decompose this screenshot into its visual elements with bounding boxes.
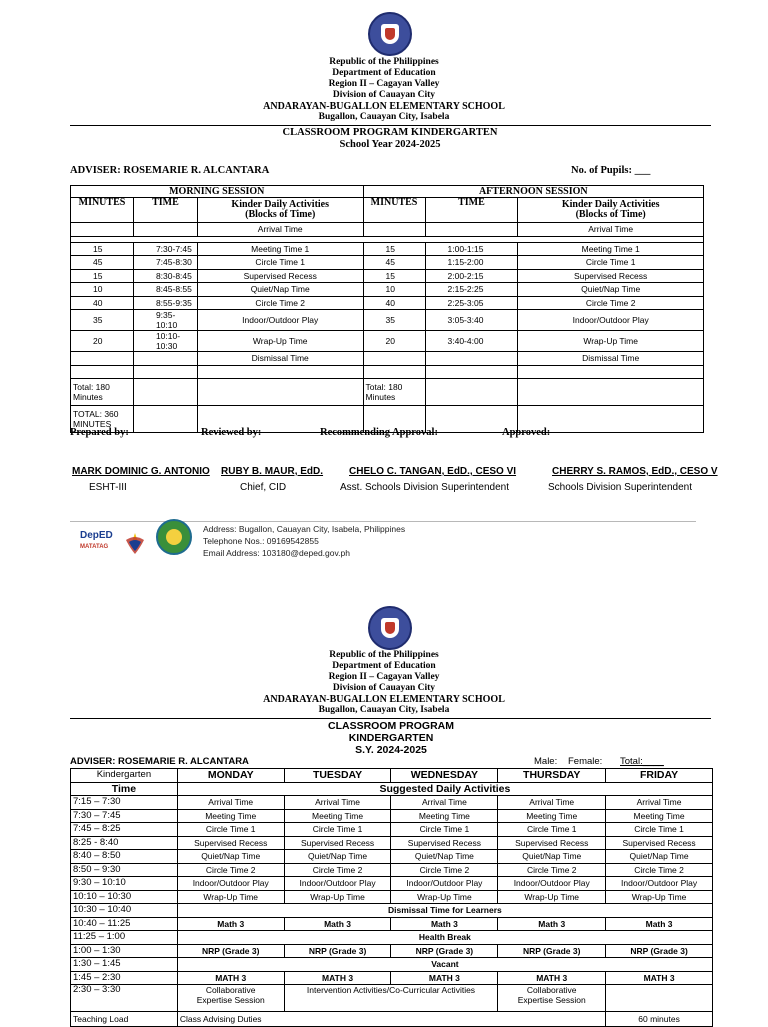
col-activity-am [197, 198, 363, 223]
collab-mon-line1: Collaborative [205, 985, 256, 995]
daily-activity-mon: Arrival Time [177, 796, 284, 810]
total-pm-line2: Minutes [365, 392, 396, 402]
suggested-activities-header: Suggested Daily Activities [177, 782, 712, 796]
am-activity: Circle Time 2 [197, 296, 363, 310]
row-145-tue: MATH 3 [284, 971, 391, 985]
header-division: Division of Cauayan City [332, 90, 436, 100]
row-100-fri: NRP (Grade 3) [606, 944, 713, 958]
am-time: 9:35-10:10 [133, 310, 197, 331]
collab-thu-line2: Expertise Session [517, 995, 586, 1005]
daily-activity-mon: Circle Time 2 [177, 863, 284, 877]
daily-activity-tue: Circle Time 2 [284, 863, 391, 877]
session-row [71, 242, 704, 256]
daily-activity-thu: Arrival Time [498, 796, 606, 810]
recommending-label: Recommending Approval: [320, 427, 438, 438]
signatory-3-position: Asst. Schools Division Superintendent [340, 482, 509, 493]
header-division-2: Division of Cauayan City [332, 683, 436, 693]
am-time: 8:45-8:55 [133, 283, 197, 297]
signatory-1-name: MARK DOMINIC G. ANTONIO [72, 466, 210, 477]
pm-time: 2:25-3:05 [425, 296, 518, 310]
total-day-line2: MINUTES [73, 419, 112, 429]
page2-title-line2: KINDERGARTEN [348, 732, 434, 744]
pm-activity: Quiet/Nap Time [518, 283, 704, 297]
daily-activity-thu: Indoor/Outdoor Play [498, 877, 606, 891]
row-145-thu: MATH 3 [498, 971, 606, 985]
daily-activity-thu: Meeting Time [498, 809, 606, 823]
school-seal-icon [156, 519, 192, 555]
row-230-time: 2:30 – 3:30 [71, 985, 178, 1012]
row-1040-thu: Math 3 [498, 917, 606, 931]
teaching-load-label: Teaching Load [71, 1012, 178, 1027]
daily-row-time: 8:40 – 8:50 [71, 850, 178, 864]
sixty-minutes: 60 minutes [606, 1012, 713, 1027]
daily-row [71, 809, 713, 823]
total-pm [363, 379, 425, 406]
am-activity: Quiet/Nap Time [197, 283, 363, 297]
row-100-wed: NRP (Grade 3) [391, 944, 498, 958]
daily-row [71, 850, 713, 864]
pm-minutes: 40 [363, 296, 425, 310]
row-100-time: 1:00 – 1:30 [71, 944, 178, 958]
am-time: 8:55-9:35 [133, 296, 197, 310]
daily-activity-fri: Quiet/Nap Time [606, 850, 713, 864]
pm-activity: Circle Time 1 [518, 256, 704, 270]
pm-minutes: 15 [363, 269, 425, 283]
row-145-mon: MATH 3 [177, 971, 284, 985]
am-activity: Circle Time 1 [197, 256, 363, 270]
header-republic: Republic of the Philippines [329, 57, 439, 67]
row-130-activity: Vacant [177, 958, 712, 972]
daily-activity-wed: Wrap-Up Time [391, 890, 498, 904]
total-day-line1: TOTAL: 360 [73, 409, 119, 419]
day-monday: MONDAY [177, 769, 284, 783]
total-label: Total:____ [620, 756, 664, 767]
row-145-wed: MATH 3 [391, 971, 498, 985]
daily-activity-thu: Quiet/Nap Time [498, 850, 606, 864]
row-1125-activity: Health Break [177, 931, 712, 945]
row-1040-mon: Math 3 [177, 917, 284, 931]
daily-activity-fri: Circle Time 1 [606, 823, 713, 837]
signatory-2-name: RUBY B. MAUR, EdD. [221, 466, 324, 477]
row-1125-time: 11:25 – 1:00 [71, 931, 178, 945]
daily-activity-mon: Supervised Recess [177, 836, 284, 850]
daily-row [71, 863, 713, 877]
footer-address: Address: Bugallon, Cauayan City, Isabela, Philippines [203, 524, 406, 534]
col-activity-am-line2: (Blocks of Time) [245, 209, 316, 220]
col-time: Time [71, 782, 178, 796]
page2-title-line3: S.Y. 2024-2025 [355, 744, 427, 756]
page2-adviser: ADVISER: ROSEMARIE R. ALCANTARA [70, 756, 249, 767]
day-tuesday: TUESDAY [284, 769, 391, 783]
reviewed-by-label: Reviewed by: [201, 427, 262, 438]
footer-phone: Telephone Nos.: 09169542855 [203, 536, 319, 546]
col-activity-pm-line1: Kinder Daily Activities [561, 199, 660, 210]
col-minutes-pm: MINUTES [363, 198, 425, 223]
female-label: Female: [568, 756, 603, 767]
bagong-pilipinas-logo-icon [120, 530, 150, 558]
signatory-1-position: ESHT-III [89, 482, 127, 493]
pm-minutes: 10 [363, 283, 425, 297]
col-time-am: TIME [133, 198, 197, 223]
footer-contact [203, 523, 405, 559]
daily-row-time: 7:45 – 8:25 [71, 823, 178, 837]
deped-seal-icon [368, 12, 412, 56]
page1-pupils: No. of Pupils: ___ [571, 165, 651, 176]
am-minutes: 40 [71, 296, 134, 310]
header-rule-2 [70, 718, 711, 719]
daily-activity-fri: Meeting Time [606, 809, 713, 823]
daily-activity-wed: Meeting Time [391, 809, 498, 823]
approved-label: Approved: [502, 427, 551, 438]
page1-adviser: ADVISER: ROSEMARIE R. ALCANTARA [70, 165, 270, 176]
am-activity: Supervised Recess [197, 269, 363, 283]
arrival-pm: Arrival Time [518, 223, 704, 237]
pm-time: 1:00-1:15 [425, 242, 518, 256]
morning-session-header: MORNING SESSION [71, 186, 364, 198]
pm-time: 3:05-3:40 [425, 310, 518, 331]
header-address-2: Bugallon, Cauayan City, Isabela [318, 705, 450, 715]
daily-activity-wed: Circle Time 2 [391, 863, 498, 877]
daily-activity-wed: Indoor/Outdoor Play [391, 877, 498, 891]
deped-matatag-logo-icon [80, 530, 114, 560]
pm-activity: Wrap-Up Time [518, 331, 704, 352]
daily-activity-wed: Circle Time 1 [391, 823, 498, 837]
daily-row [71, 796, 713, 810]
am-minutes: 20 [71, 331, 134, 352]
row-1040-time: 10:40 – 11:25 [71, 917, 178, 931]
signatory-3-name: CHELO C. TANGAN, EdD., CESO VI [349, 466, 517, 477]
deped-logo-text: DepED [80, 530, 113, 541]
row-145-fri: MATH 3 [606, 971, 713, 985]
header-rule [70, 125, 711, 126]
total-am-line2: Minutes [73, 392, 103, 402]
col-time-pm: TIME [425, 198, 518, 223]
daily-activity-tue: Quiet/Nap Time [284, 850, 391, 864]
header-school-2: ANDARAYAN-BUGALLON ELEMENTARY SCHOOL [263, 694, 505, 705]
am-time: 8:30-8:45 [133, 269, 197, 283]
header-department-2: Department of Education [332, 661, 436, 671]
pm-minutes: 45 [363, 256, 425, 270]
row-1030-time: 10:30 – 10:40 [71, 904, 178, 918]
daily-activity-thu: Circle Time 2 [498, 863, 606, 877]
daily-row-time: 7:30 – 7:45 [71, 809, 178, 823]
row-100-thu: NRP (Grade 3) [498, 944, 606, 958]
am-time: 7:45-8:30 [133, 256, 197, 270]
collab-thu-line1: Collaborative [526, 985, 577, 995]
col-kindergarten: Kindergarten [71, 769, 178, 783]
total-pm-line1: Total: 180 [365, 382, 403, 392]
row-230-fri [606, 985, 713, 1012]
daily-row [71, 836, 713, 850]
session-row [71, 256, 704, 270]
row-100-tue: NRP (Grade 3) [284, 944, 391, 958]
daily-activity-wed: Quiet/Nap Time [391, 850, 498, 864]
signatory-2-position: Chief, CID [240, 482, 287, 493]
am-minutes: 45 [71, 256, 134, 270]
daily-activity-tue: Indoor/Outdoor Play [284, 877, 391, 891]
collab-mon-line2: Expertise Session [196, 995, 265, 1005]
col-activity-am-line1: Kinder Daily Activities [231, 199, 330, 210]
page2-title [0, 720, 768, 756]
daily-row-time: 9:30 – 10:10 [71, 877, 178, 891]
header-region-2: Region II – Cagayan Valley [328, 672, 440, 682]
signatory-4-position: Schools Division Superintendent [548, 482, 692, 493]
row-230-intervention: Intervention Activities/Co-Curricular Activities [284, 985, 498, 1012]
page2-title-line1: CLASSROOM PROGRAM [328, 720, 454, 732]
daily-activity-mon: Circle Time 1 [177, 823, 284, 837]
matatag-logo-text: MATATAG [80, 544, 109, 550]
am-activity: Wrap-Up Time [197, 331, 363, 352]
pm-minutes: 15 [363, 242, 425, 256]
daily-activity-thu: Circle Time 1 [498, 823, 606, 837]
day-wednesday: WEDNESDAY [391, 769, 498, 783]
arrival-am: Arrival Time [197, 223, 363, 237]
row-1040-wed: Math 3 [391, 917, 498, 931]
row-230-thu [498, 985, 606, 1012]
session-rows [71, 242, 704, 352]
am-activity: Meeting Time 1 [197, 242, 363, 256]
row-145-time: 1:45 – 2:30 [71, 971, 178, 985]
page2-letterhead [0, 650, 768, 716]
daily-row-time: 10:10 – 10:30 [71, 890, 178, 904]
daily-activity-wed: Supervised Recess [391, 836, 498, 850]
daily-activity-mon: Indoor/Outdoor Play [177, 877, 284, 891]
pm-activity: Circle Time 2 [518, 296, 704, 310]
row-130-time: 1:30 – 1:45 [71, 958, 178, 972]
signatory-4-name: CHERRY S. RAMOS, EdD., CESO V [552, 466, 718, 477]
pm-time: 2:00-2:15 [425, 269, 518, 283]
session-row [71, 310, 704, 331]
pm-minutes: 20 [363, 331, 425, 352]
daily-activity-tue: Circle Time 1 [284, 823, 391, 837]
col-activity-pm-line2: (Blocks of Time) [575, 209, 646, 220]
header-region: Region II – Cagayan Valley [328, 79, 440, 89]
page1-title: CLASSROOM PROGRAM KINDERGARTEN [282, 127, 498, 138]
am-minutes: 15 [71, 269, 134, 283]
session-row [71, 296, 704, 310]
header-school: ANDARAYAN-BUGALLON ELEMENTARY SCHOOL [263, 101, 505, 112]
pm-activity: Meeting Time 1 [518, 242, 704, 256]
session-row [71, 269, 704, 283]
day-friday: FRIDAY [606, 769, 713, 783]
class-advising-duties: Class Advising Duties [177, 1012, 605, 1027]
daily-activity-fri: Circle Time 2 [606, 863, 713, 877]
page1-letterhead [0, 57, 768, 123]
prepared-by-label: Prepared by: [70, 427, 129, 438]
male-label: Male: [534, 756, 558, 767]
pm-time: 1:15-2:00 [425, 256, 518, 270]
daily-activity-mon: Wrap-Up Time [177, 890, 284, 904]
daily-row [71, 890, 713, 904]
session-table [70, 185, 704, 433]
dismissal-am: Dismissal Time [197, 352, 363, 366]
col-minutes-am: MINUTES [71, 198, 134, 223]
daily-activity-mon: Quiet/Nap Time [177, 850, 284, 864]
dismissal-pm: Dismissal Time [518, 352, 704, 366]
page1-subtitle: School Year 2024-2025 [339, 139, 441, 150]
daily-activity-fri: Supervised Recess [606, 836, 713, 850]
col-activity-pm [518, 198, 704, 223]
am-activity: Indoor/Outdoor Play [197, 310, 363, 331]
total-am-line1: Total: 180 [73, 382, 110, 392]
deped-seal-icon-2 [368, 606, 412, 650]
footer-email: Email Address: 103180@deped.gov.ph [203, 548, 350, 558]
daily-activity-tue: Arrival Time [284, 796, 391, 810]
row-100-mon: NRP (Grade 3) [177, 944, 284, 958]
daily-activity-tue: Meeting Time [284, 809, 391, 823]
afternoon-session-header: AFTERNOON SESSION [363, 186, 703, 198]
row-230-mon [177, 985, 284, 1012]
am-minutes: 35 [71, 310, 134, 331]
am-minutes: 15 [71, 242, 134, 256]
daily-row-time: 7:15 – 7:30 [71, 796, 178, 810]
daily-activity-thu: Wrap-Up Time [498, 890, 606, 904]
am-time: 10:10-10:30 [133, 331, 197, 352]
daily-rows [71, 796, 713, 904]
weekly-table [70, 768, 713, 1027]
pm-activity: Indoor/Outdoor Play [518, 310, 704, 331]
header-republic-2: Republic of the Philippines [329, 650, 439, 660]
daily-row [71, 877, 713, 891]
am-time: 7:30-7:45 [133, 242, 197, 256]
daily-row-time: 8:25 - 8:40 [71, 836, 178, 850]
session-row [71, 331, 704, 352]
header-department: Department of Education [332, 68, 436, 78]
daily-activity-fri: Wrap-Up Time [606, 890, 713, 904]
row-1040-fri: Math 3 [606, 917, 713, 931]
daily-row [71, 823, 713, 837]
daily-activity-thu: Supervised Recess [498, 836, 606, 850]
session-row [71, 283, 704, 297]
row-1040-tue: Math 3 [284, 917, 391, 931]
daily-row-time: 8:50 – 9:30 [71, 863, 178, 877]
daily-activity-mon: Meeting Time [177, 809, 284, 823]
daily-activity-wed: Arrival Time [391, 796, 498, 810]
am-minutes: 10 [71, 283, 134, 297]
row-1030-activity: Dismissal Time for Learners [177, 904, 712, 918]
daily-activity-tue: Supervised Recess [284, 836, 391, 850]
pm-activity: Supervised Recess [518, 269, 704, 283]
pm-time: 3:40-4:00 [425, 331, 518, 352]
daily-activity-fri: Arrival Time [606, 796, 713, 810]
daily-activity-tue: Wrap-Up Time [284, 890, 391, 904]
header-address: Bugallon, Cauayan City, Isabela [318, 112, 450, 122]
total-am [71, 379, 134, 406]
day-thursday: THURSDAY [498, 769, 606, 783]
pm-minutes: 35 [363, 310, 425, 331]
daily-activity-fri: Indoor/Outdoor Play [606, 877, 713, 891]
pm-time: 2:15-2:25 [425, 283, 518, 297]
